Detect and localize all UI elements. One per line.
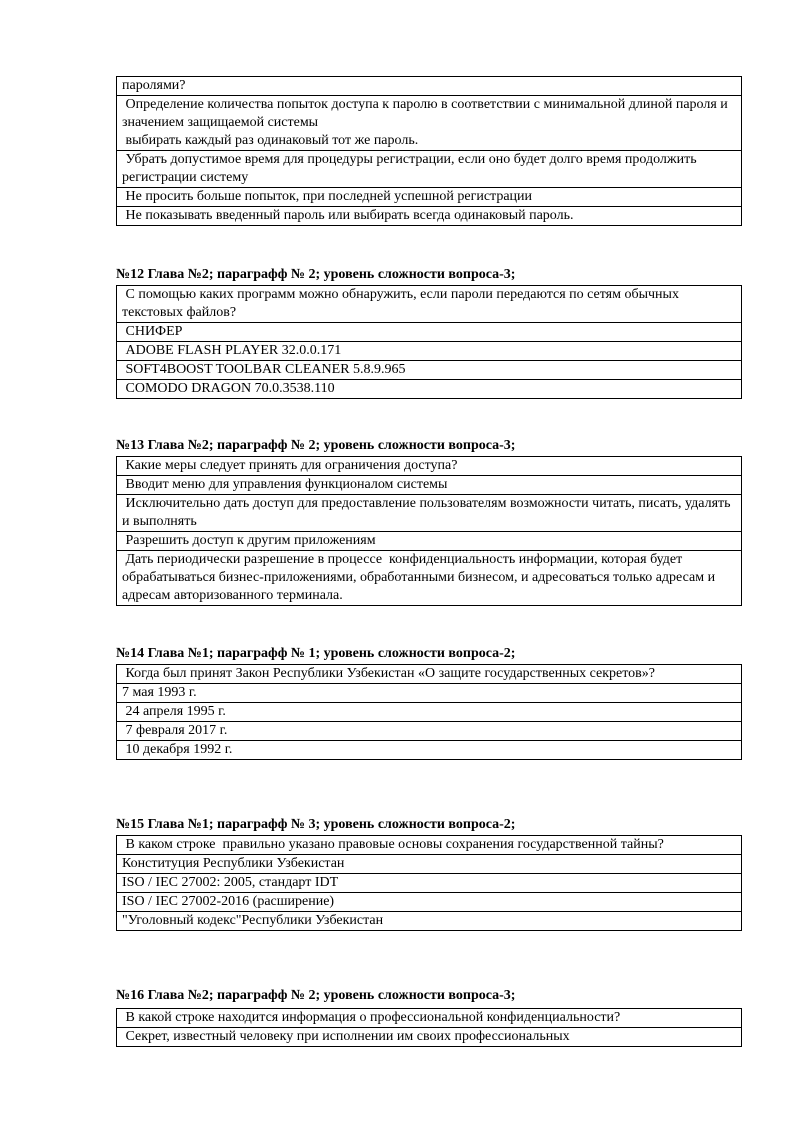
answer-option: 24 апреля 1995 г.: [117, 703, 742, 722]
answer-option: COMODO DRAGON 70.0.3538.110: [117, 380, 742, 399]
answer-option: Разрешить доступ к другим приложениям: [117, 532, 742, 551]
answer-option: ISO / IEC 27002: 2005, стандарт IDT: [117, 874, 742, 893]
question-table-12: [116, 285, 742, 399]
answer-row: [117, 96, 742, 151]
answer-correct: СНИФЕР: [117, 323, 742, 342]
answer-correct: Секрет, известный человеку при исполнении им своих профессиональных: [117, 1028, 742, 1047]
answer-row: [117, 476, 742, 495]
answer-row: [117, 551, 742, 606]
answer-correct: 7 мая 1993 г.: [117, 684, 742, 703]
question-table-16: [116, 1008, 742, 1047]
question-text: В каком строке правильно указано правовые основы сохранения государственной тайны?: [117, 836, 742, 855]
answer-row: [117, 207, 742, 226]
answer-row: [117, 703, 742, 722]
question-text-row: [117, 286, 742, 323]
question-table-11-continued: [116, 76, 742, 226]
answer-option: Не просить больше попыток, при последней успешной регистрации: [117, 188, 742, 207]
answer-correct: Определение количества попыток доступа к паролю в соответствии с минимальной длиной пароля и значением защищаемой системы выбирать каждый раз одинаковый тот же пароль.: [117, 96, 742, 151]
answer-option: ADOBE FLASH PLAYER 32.0.0.171: [117, 342, 742, 361]
question-heading-15: №15 Глава №1; параграфф № 3; уровень сложности вопроса-2;: [116, 817, 516, 832]
answer-option: Убрать допустимое время для процедуры регистрации, если оно будет долго время продолжить регистрации систему: [117, 151, 742, 188]
question-text-row: [117, 836, 742, 855]
question-text-row: [117, 77, 742, 96]
question-heading-13: №13 Глава №2; параграфф № 2; уровень сложности вопроса-3;: [116, 438, 516, 453]
answer-option: 7 февраля 2017 г.: [117, 722, 742, 741]
answer-row: [117, 380, 742, 399]
answer-row: [117, 532, 742, 551]
question-heading-12: №12 Глава №2; параграфф № 2; уровень сложности вопроса-3;: [116, 267, 516, 282]
answer-row: [117, 495, 742, 532]
question-table-14: [116, 664, 742, 760]
question-text: Когда был принят Закон Республики Узбекистан «О защите государственных секретов»?: [117, 665, 742, 684]
answer-row: [117, 188, 742, 207]
answer-correct: Конституция Республики Узбекистан: [117, 855, 742, 874]
answer-row: [117, 722, 742, 741]
question-text-row: [117, 457, 742, 476]
answer-option: "Уголовный кодекс"Республики Узбекистан: [117, 912, 742, 931]
question-heading-14: №14 Глава №1; параграфф № 1; уровень сложности вопроса-2;: [116, 646, 516, 661]
answer-row: [117, 684, 742, 703]
answer-correct: Вводит меню для управления функционалом системы: [117, 476, 742, 495]
answer-option: 10 декабря 1992 г.: [117, 741, 742, 760]
answer-option: ISO / IEC 27002-2016 (расширение): [117, 893, 742, 912]
answer-row: [117, 361, 742, 380]
question-table-13: [116, 456, 742, 606]
question-text-row: [117, 1009, 742, 1028]
question-heading-16: №16 Глава №2; параграфф № 2; уровень сложности вопроса-3;: [116, 988, 516, 1003]
answer-row: [117, 893, 742, 912]
answer-row: [117, 855, 742, 874]
answer-row: [117, 342, 742, 361]
answer-option: SOFT4BOOST TOOLBAR CLEANER 5.8.9.965: [117, 361, 742, 380]
question-text-row: [117, 665, 742, 684]
answer-row: [117, 912, 742, 931]
question-text: В какой строке находится информация о профессиональной конфиденциальности?: [117, 1009, 742, 1028]
answer-row: [117, 741, 742, 760]
answer-row: [117, 1028, 742, 1047]
answer-option: Исключительно дать доступ для предоставление пользователям возможности читать, писать, удалять и выполнять: [117, 495, 742, 532]
question-text: паролями?: [117, 77, 742, 96]
answer-option: Не показывать введенный пароль или выбирать всегда одинаковый пароль.: [117, 207, 742, 226]
answer-option: Дать периодически разрешение в процессе конфиденциальность информации, которая будет обрабатываться бизнес-приложениями, обработанными бизнесом, и адресоваться только адресам и адресам авторизованного терминала.: [117, 551, 742, 606]
answer-row: [117, 874, 742, 893]
question-text: С помощью каких программ можно обнаружить, если пароли передаются по сетям обычных текстовых файлов?: [117, 286, 742, 323]
answer-row: [117, 323, 742, 342]
question-table-15: [116, 835, 742, 931]
question-text: Какие меры следует принять для ограничения доступа?: [117, 457, 742, 476]
answer-row: [117, 151, 742, 188]
